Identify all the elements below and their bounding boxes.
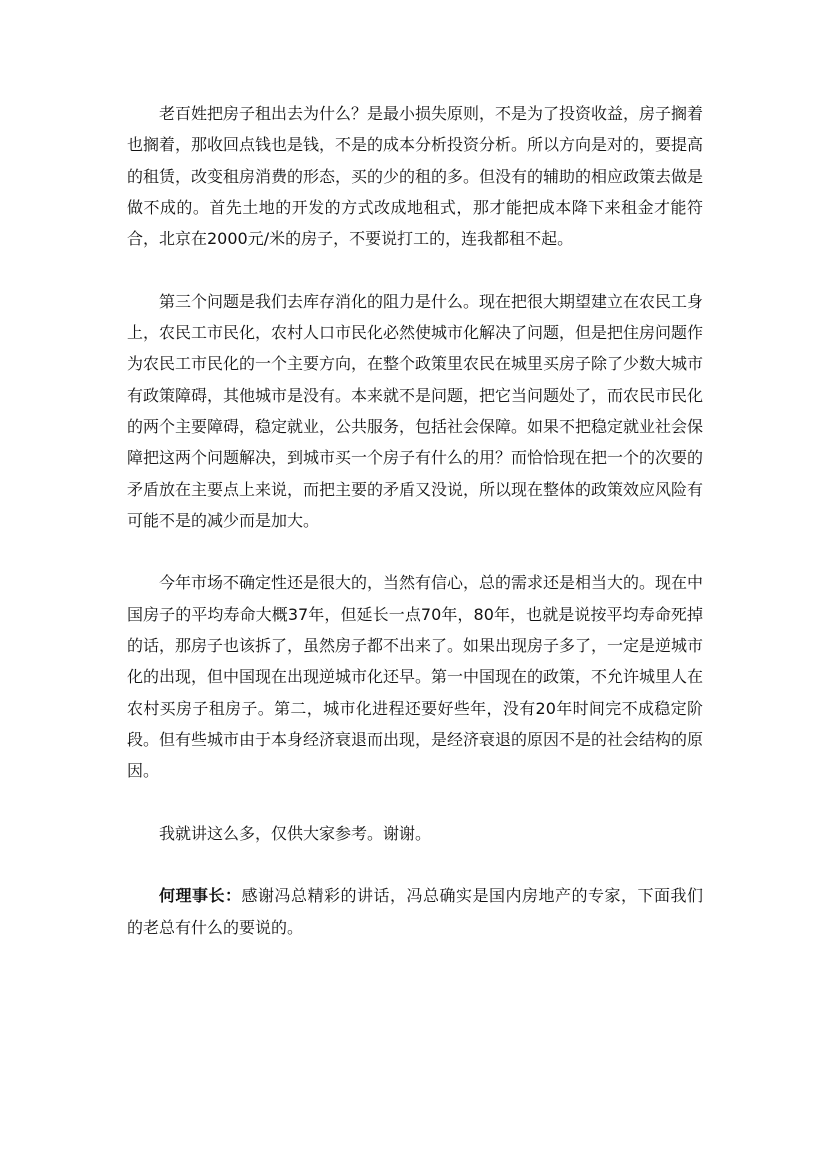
paragraph-destocking-resistance: 第三个问题是我们去库存消化的阻力是什么。现在把很大期望建立在农民工身上，农民工市民化，农村人口市民化必然使城市化解决了问题，但是把住房问题作为农民工市民化的一个主要方向，在整个政策里农民在城里买房子除了少数大城市有政策障碍，其他城市是没有。本来就不是问题，把它当问题处了，而农民市民化的两个主要障碍，稳定就业，公共服务，包括社会保障。如果不把稳定就业社会保障把这两个问题解决，到城市买一个房子有什么的用？而恰恰现在把一个的次要的矛盾放在主要点上来说，而把主要的矛盾又没说，所以现在整体的政策效应风险有可能不是的减少而是加大。	[127, 291, 704, 530]
paragraph-closing-remark: 我就讲这么多，仅供大家参考。谢谢。	[159, 823, 432, 843]
paragraph-gap	[127, 787, 703, 818]
document-body	[127, 98, 703, 943]
speaker-label: 何理事长：	[159, 886, 242, 906]
paragraph-gap	[127, 536, 703, 567]
paragraph-market-uncertainty: 今年市场不确定性还是很大的，当然有信心，总的需求还是相当大的。现在中国房子的平均寿命大概37年，但延长一点70年，80年，也就是说按平均寿命死掉的话，那房子也该拆了，虽然房子都不出来了。如果出现房子多了，一定是逆城市化的出现，但中国现在出现逆城市化还早。第一中国现在的政策，不允许城里人在农村买房子租房子。第二，城市化进程还要好些年，没有20年时间完不成稳定阶段。但有些城市由于本身经济衰退而出现，是经济衰退的原因不是的社会结构的原因。	[127, 573, 704, 781]
paragraph-gap	[127, 849, 703, 880]
speaker-text: 感谢冯总精彩的讲话，冯总确实是国内房地产的专家，下面我们的老总有什么的要说的。	[127, 886, 703, 937]
paragraph-gap	[127, 254, 703, 285]
paragraph-rental-principle: 老百姓把房子租出去为什么？是最小损失原则，不是为了投资收益，房子搁着也搁着，那收回点钱也是钱，不是的成本分析投资分析。所以方向是对的，要提高的租赁，改变租房消费的形态，买的少的租的多。但没有的辅助的相应政策去做是做不成的。首先土地的开发的方式改成地租式，那才能把成本降下来租金才能符合，北京在2000元/米的房子，不要说打工的，连我都租不起。	[127, 104, 704, 249]
paragraph-chairman-response	[127, 880, 703, 943]
